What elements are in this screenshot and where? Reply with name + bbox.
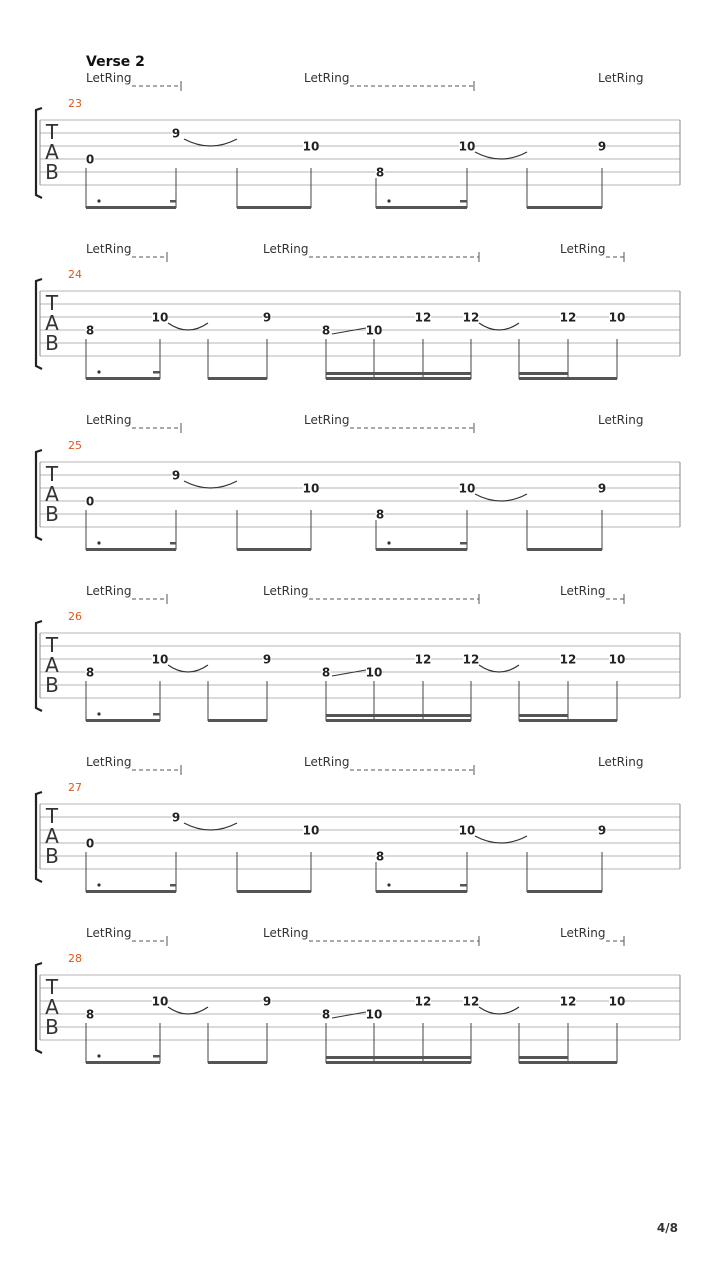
tab-clef-letter: A xyxy=(45,140,59,164)
fret-number: 10 xyxy=(365,323,383,338)
tie-arc xyxy=(475,494,527,501)
rhythm-dot xyxy=(97,541,100,544)
note-beam xyxy=(86,719,160,722)
let-ring-label: LetRing xyxy=(598,71,644,85)
note-beam xyxy=(326,377,471,380)
let-ring-label: LetRing xyxy=(263,242,309,256)
tab-clef-letter: A xyxy=(45,995,59,1019)
fret-number: 8 xyxy=(375,165,385,180)
tab-system-25 xyxy=(36,413,680,551)
section-title: Verse 2 xyxy=(86,54,145,70)
rhythm-dot xyxy=(97,883,100,886)
fret-number: 10 xyxy=(302,481,320,496)
let-ring-label: LetRing xyxy=(560,242,606,256)
beam-hook xyxy=(460,200,467,203)
rhythm-dot xyxy=(97,1054,100,1057)
let-ring-label: LetRing xyxy=(263,926,309,940)
fret-number: 9 xyxy=(171,126,181,141)
fret-number: 8 xyxy=(321,665,331,680)
note-beam xyxy=(568,719,617,722)
note-beam xyxy=(208,377,267,380)
tab-clef-letter: T xyxy=(45,633,59,657)
note-beam xyxy=(376,206,467,209)
beam-hook xyxy=(170,542,176,545)
tie-arc xyxy=(475,836,527,843)
note-beam xyxy=(519,719,568,722)
tie-arc xyxy=(184,139,237,146)
beam-hook xyxy=(153,1055,160,1058)
tab-system-26 xyxy=(36,584,680,722)
let-ring-label: LetRing xyxy=(598,755,644,769)
tie-arc xyxy=(479,665,519,672)
let-ring-label: LetRing xyxy=(86,584,132,598)
fret-number: 10 xyxy=(302,823,320,838)
fret-number: 10 xyxy=(365,665,383,680)
tab-clef-letter: B xyxy=(45,1015,59,1039)
note-beam xyxy=(237,890,311,893)
measure-number: 25 xyxy=(68,439,82,452)
note-beam xyxy=(527,890,602,893)
note-beam xyxy=(519,1061,568,1064)
slide-line xyxy=(332,328,366,334)
measure-number: 28 xyxy=(68,952,82,965)
tab-clef-letter: T xyxy=(45,804,59,828)
fret-number: 0 xyxy=(85,152,95,167)
fret-number: 10 xyxy=(608,994,626,1009)
fret-number: 10 xyxy=(458,139,476,154)
note-beam xyxy=(86,1061,160,1064)
note-beam xyxy=(86,377,160,380)
fret-number: 12 xyxy=(414,652,432,667)
tab-clef-letter: B xyxy=(45,160,59,184)
fret-number: 10 xyxy=(151,310,169,325)
measure-number: 23 xyxy=(68,97,82,110)
tab-clef-letter: T xyxy=(45,120,59,144)
note-beam xyxy=(237,206,311,209)
note-beam xyxy=(326,1061,471,1064)
fret-number: 8 xyxy=(321,323,331,338)
fret-number: 10 xyxy=(151,652,169,667)
measure-number: 24 xyxy=(68,268,82,281)
beam-hook xyxy=(153,713,160,716)
note-beam xyxy=(326,372,471,375)
fret-number: 12 xyxy=(462,994,480,1009)
note-beam xyxy=(208,1061,267,1064)
note-beam xyxy=(326,1056,471,1059)
let-ring-label: LetRing xyxy=(304,71,350,85)
fret-number: 8 xyxy=(375,849,385,864)
tab-clef-letter: A xyxy=(45,653,59,677)
note-beam xyxy=(86,206,176,209)
fret-number: 12 xyxy=(559,994,577,1009)
fret-number: 9 xyxy=(171,810,181,825)
rhythm-dot xyxy=(97,199,100,202)
fret-number: 10 xyxy=(151,994,169,1009)
note-beam xyxy=(568,377,617,380)
tab-system-28 xyxy=(36,926,680,1064)
fret-number: 12 xyxy=(559,310,577,325)
note-beam xyxy=(568,1061,617,1064)
let-ring-label: LetRing xyxy=(86,71,132,85)
fret-number: 8 xyxy=(321,1007,331,1022)
fret-number: 10 xyxy=(302,139,320,154)
fret-number: 8 xyxy=(375,507,385,522)
fret-number: 9 xyxy=(262,994,272,1009)
rhythm-dot xyxy=(387,199,390,202)
note-beam xyxy=(86,890,176,893)
tie-arc xyxy=(184,481,237,488)
beam-hook xyxy=(170,200,176,203)
rhythm-dot xyxy=(387,541,390,544)
beam-hook xyxy=(460,542,467,545)
let-ring-label: LetRing xyxy=(263,584,309,598)
rhythm-dot xyxy=(97,712,100,715)
measure-number: 26 xyxy=(68,610,82,623)
tab-clef-letter: T xyxy=(45,462,59,486)
note-beam xyxy=(208,719,267,722)
tab-clef-letter: T xyxy=(45,291,59,315)
beam-hook xyxy=(170,884,176,887)
fret-number: 12 xyxy=(414,994,432,1009)
fret-number: 9 xyxy=(171,468,181,483)
tab-system-24 xyxy=(36,242,680,380)
page-number: 4/8 xyxy=(656,1221,678,1235)
tab-clef-letter: B xyxy=(45,331,59,355)
tab-clef-letter: B xyxy=(45,673,59,697)
let-ring-label: LetRing xyxy=(304,755,350,769)
beam-hook xyxy=(460,884,467,887)
fret-number: 8 xyxy=(85,323,95,338)
note-beam xyxy=(86,548,176,551)
tab-clef-letter: A xyxy=(45,482,59,506)
let-ring-label: LetRing xyxy=(560,584,606,598)
let-ring-label: LetRing xyxy=(86,413,132,427)
tie-arc xyxy=(168,323,208,330)
note-beam xyxy=(519,714,568,717)
tie-arc xyxy=(184,823,237,830)
fret-number: 12 xyxy=(462,652,480,667)
tab-system-27 xyxy=(36,755,680,893)
slide-line xyxy=(332,670,366,676)
tab-system-23 xyxy=(36,71,680,209)
note-beam xyxy=(519,377,568,380)
tab-clef-letter: A xyxy=(45,824,59,848)
rhythm-dot xyxy=(97,370,100,373)
let-ring-label: LetRing xyxy=(560,926,606,940)
beam-hook xyxy=(153,371,160,374)
note-beam xyxy=(376,548,467,551)
note-beam xyxy=(326,719,471,722)
tab-clef-letter: A xyxy=(45,311,59,335)
fret-number: 12 xyxy=(559,652,577,667)
let-ring-label: LetRing xyxy=(86,755,132,769)
fret-number: 10 xyxy=(458,823,476,838)
measure-number: 27 xyxy=(68,781,82,794)
fret-number: 8 xyxy=(85,1007,95,1022)
tab-clef-letter: B xyxy=(45,502,59,526)
fret-number: 12 xyxy=(462,310,480,325)
tie-arc xyxy=(479,323,519,330)
note-beam xyxy=(326,714,471,717)
note-beam xyxy=(376,890,467,893)
note-beam xyxy=(519,1056,568,1059)
note-beam xyxy=(527,548,602,551)
let-ring-label: LetRing xyxy=(86,242,132,256)
let-ring-label: LetRing xyxy=(86,926,132,940)
tie-arc xyxy=(475,152,527,159)
note-beam xyxy=(527,206,602,209)
fret-number: 9 xyxy=(597,481,607,496)
fret-number: 10 xyxy=(365,1007,383,1022)
tie-arc xyxy=(168,1007,208,1014)
fret-number: 9 xyxy=(597,823,607,838)
tab-clef-letter: T xyxy=(45,975,59,999)
rhythm-dot xyxy=(387,883,390,886)
let-ring-label: LetRing xyxy=(598,413,644,427)
fret-number: 9 xyxy=(262,652,272,667)
fret-number: 10 xyxy=(608,310,626,325)
fret-number: 0 xyxy=(85,836,95,851)
fret-number: 12 xyxy=(414,310,432,325)
note-beam xyxy=(237,548,311,551)
tie-arc xyxy=(479,1007,519,1014)
fret-number: 10 xyxy=(608,652,626,667)
fret-number: 9 xyxy=(262,310,272,325)
fret-number: 9 xyxy=(597,139,607,154)
fret-number: 10 xyxy=(458,481,476,496)
tab-clef-letter: B xyxy=(45,844,59,868)
tie-arc xyxy=(168,665,208,672)
slide-line xyxy=(332,1012,366,1018)
fret-number: 8 xyxy=(85,665,95,680)
let-ring-label: LetRing xyxy=(304,413,350,427)
note-beam xyxy=(519,372,568,375)
fret-number: 0 xyxy=(85,494,95,509)
